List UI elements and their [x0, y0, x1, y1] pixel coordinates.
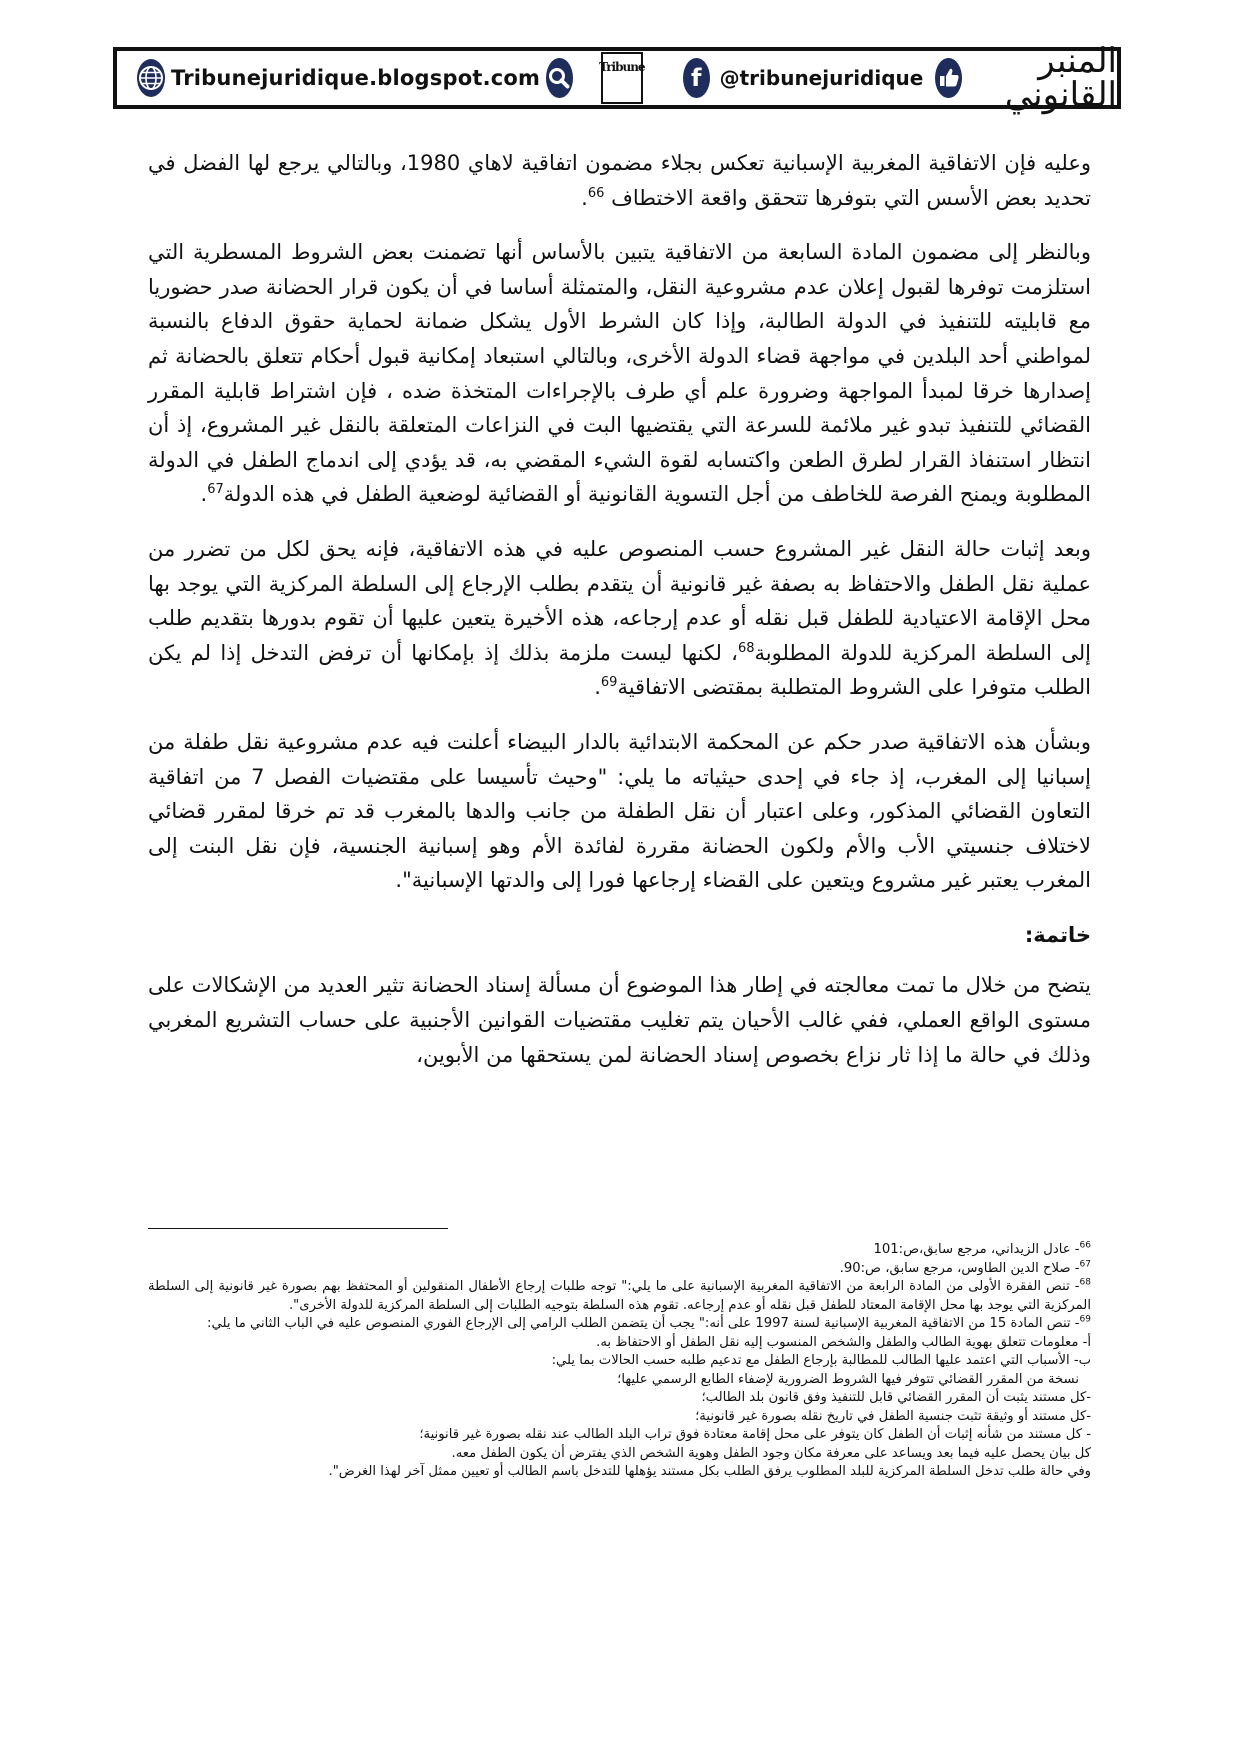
- footnote-item: -كل مستند أو وثيقة تثبت جنسية الطفل في تاريخ نقله بصورة غير قانونية؛: [695, 1408, 1091, 1424]
- paragraph: وعليه فإن الاتفاقية المغربية الإسبانية تعكس بجلاء مضمون اتفاقية لاهاي 1980، وبالتالي يرجع لها الفضل في تحديد بعض الأسس التي بتوفرها تتحقق واقعة الاختطاف $^{66}$.: [148, 151, 1092, 210]
- footnote-item: - كل مستند من شأنه إثبات أن الطفل كان يتوفر على محل إقامة معتادة فوق تراب البلد الطالب عند نقله بصورة غير قانونية؛: [419, 1427, 1091, 1442]
- article-body: [148, 146, 1091, 1072]
- header-banner: [113, 41, 1121, 115]
- paragraph: وبالنظر إلى مضمون المادة السابعة من الاتفاقية يتبين بالأساس أنها تضمنت بعض الشروط المسطرية التي استلزمت توفرها لقبول إعلان عدم مشروعية النقل، والمتمثلة أساسا في أن يكون قرار الحضانة صدر حضوريا مع قابليته للتنفيذ في الدولة الطالبة، وإذا كان الشرط الأول يشكل ضمانة لحماية حقوق الدفاع بالنسبة لمواطني أحد البلدين في مواجهة قضاء الدولة الأخرى، وبالتالي استبعاد إمكانية قبول أحكام تتعلق بالحضانة ثم إصدارها خرقا لمبدأ المواجهة وضرورة علم أي طرف بالإجراءات المتخذة ضده ، فإن اشتراط قابلية المقرر القضائي للتنفيذ تبدو غير ملائمة للسرعة التي يقتضيها البت في النزاعات المتعلقة بالنقل غير المشروع، إذ أن انتظار استنفاذ القرار لطرق الطعن واكتسابه لقوة الشيء المقضي به، قد يؤدي إلى اندماج الطفل في الدولة المطلوبة ويمنح الفرصة للخاطف من أجل التسوية القانونية أو القضائية لوضعية الطفل في هذه الدولة$^{67}$.: [148, 240, 1091, 507]
- footnote-item: أ- معلومات تتعلق بهوية الطالب والطفل والشخص المنسوب إليه نقل الطفل أو الاحتفاظ به.: [596, 1334, 1091, 1350]
- footnote-ref[interactable]: 69: [600, 675, 618, 691]
- footnote-item: كل بيان يحصل عليه فيما بعد ويساعد على معرفة مكان وجود الطفل وهوية الشخص الذي يفترض أن يكون الطفل معه.: [451, 1445, 1091, 1461]
- thumbs-up-icon[interactable]: [935, 58, 962, 98]
- footnote-ref[interactable]: 67: [207, 482, 224, 498]
- paragraph: وبعد إثبات حالة النقل غير المشروع حسب المنصوص عليه في هذه الاتفاقية، فإنه يحق لكل من تضرر من عملية نقل الطفل والاحتفاظ به بصفة غير قانونية أن يتقدم بطلب الإرجاع إلى السلطة المركزية التي يوجد بها محل الإقامة الاعتيادية للطفل قبل نقله أو عدم إرجاعه، هذه الأخيرة يتعين عليها أن تقوم بدورها بتقديم طلب إلى السلطة المركزية للدولة المطلوبة$^{68}$، لكنها ليست ملزمة بذلك إذ بإمكانها أن ترفض التدخل إذا لم يكن الطلب متوفرا على الشروط المتطلبة بمقتضى الاتفاقية$^{69}$.: [148, 536, 1091, 700]
- brand-title: المنبر القانوني: [1004, 41, 1118, 115]
- footnote-68: $^{68}$- تنص الفقرة الأولى من المادة الرابعة من الاتفاقية المغربية الإسبانية على ما يلي:" توجه طلبات إرجاع الأطفال المنقولين أو المحتفظ بهم بصورة غير قانونية إلى السلطة المركزية التي يوجد بها محل الإقامة المعتاد للطفل قبل نقله أو عدم إرجاعه. تقوم هذه السلطة بتوجيه الطلبات إلى السلطة المركزية للدولة الأخرى".: [148, 1277, 1091, 1313]
- facebook-icon[interactable]: f: [683, 58, 710, 98]
- site-url[interactable]: Tribunejuridique.blogspot.com: [171, 66, 541, 90]
- footnote-67: $^{67}$- صلاح الدين الطاوس، مرجع سابق، ص:90.: [839, 1259, 1091, 1276]
- paragraph: وبشأن هذه الاتفاقية صدر حكم عن المحكمة الابتدائية بالدار البيضاء أعلنت فيه عدم مشروعية نقل طفلة من إسبانيا إلى المغرب، إذ جاء في إحدى حيثياته ما يلي: "وحيث تأسيسا على مقتضيات الفصل 7 من اتفاقية التعاون القضائي المذكور، وعلى اعتبار أن نقل الطفلة من جانب والدها بالمغرب قد تم خرقا لمقرر قضائي لاختلاف جنسيتي الأب والأم ولكون الحضانة مقررة لفائدة الأم وهو إسبانية الجنسية، فإن نقل البنت إلى المغرب يعتبر غير مشروع ويتعين على القضاء إرجاعها فورا إلى والدتها الإسبانية".: [148, 729, 1092, 893]
- footnote-item: نسخة من المقرر القضائي تتوفر فيها الشروط الضرورية لإضفاء الطابع الرسمي عليها؛: [617, 1371, 1079, 1387]
- search-icon[interactable]: [546, 58, 573, 98]
- tribune-logo: [601, 52, 643, 104]
- section-heading: خاتمة:: [1024, 922, 1091, 947]
- tribune-logo-text: Tribune: [599, 60, 645, 74]
- footnote-66: $^{66}$- عادل الزيداني، مرجع سابق،ص:101: [873, 1240, 1091, 1257]
- footnotes: [148, 1241, 1091, 1482]
- footnote-ref[interactable]: 66: [587, 185, 605, 201]
- footnote-item: -كل مستند يثبت أن المقرر القضائي قابل للتنفيذ وفق قانون بلد الطالب؛: [701, 1390, 1091, 1405]
- footnote-item: ب- الأسباب التي اعتمد عليها الطالب للمطالبة بإرجاع الطفل مع تدعيم طلبه حسب الحالات بما يلي:: [551, 1353, 1091, 1368]
- footnote-69: $^{69}$- تنص المادة 15 من الاتفاقية المغربية الإسبانية لسنة 1997 على أنه:" يجب أن يتضمن الطلب الرامي إلى الإرجاع الفوري المنصوص عليه في الباب الثاني ما يلي:: [207, 1314, 1091, 1331]
- facebook-handle[interactable]: @tribunejuridique: [719, 66, 924, 90]
- footnote-ref[interactable]: 68: [737, 640, 755, 656]
- footnote-item: وفي حالة طلب تدخل السلطة المركزية للبلد المطلوب يرفق الطلب بكل مستند يؤهلها للتدخل باسم الطالب أو تعيين ممثل آخر لهذا الغرض".: [328, 1464, 1091, 1479]
- paragraph: يتضح من خلال ما تمت معالجته في إطار هذا الموضوع أن مسألة إسناد الحضانة تثير العديد من الإشكالات على مستوى الواقع العملي، ففي غالب الأحيان يتم تغليب مقتضيات القوانين الأجنبية على حساب التشريع المغربي وذلك في حالة ما إذا ثار نزاع بخصوص إسناد الحضانة لمن يستحقها من الأبوين،: [148, 973, 1091, 1067]
- footnote-separator: [148, 1228, 448, 1229]
- globe-icon: [137, 59, 165, 97]
